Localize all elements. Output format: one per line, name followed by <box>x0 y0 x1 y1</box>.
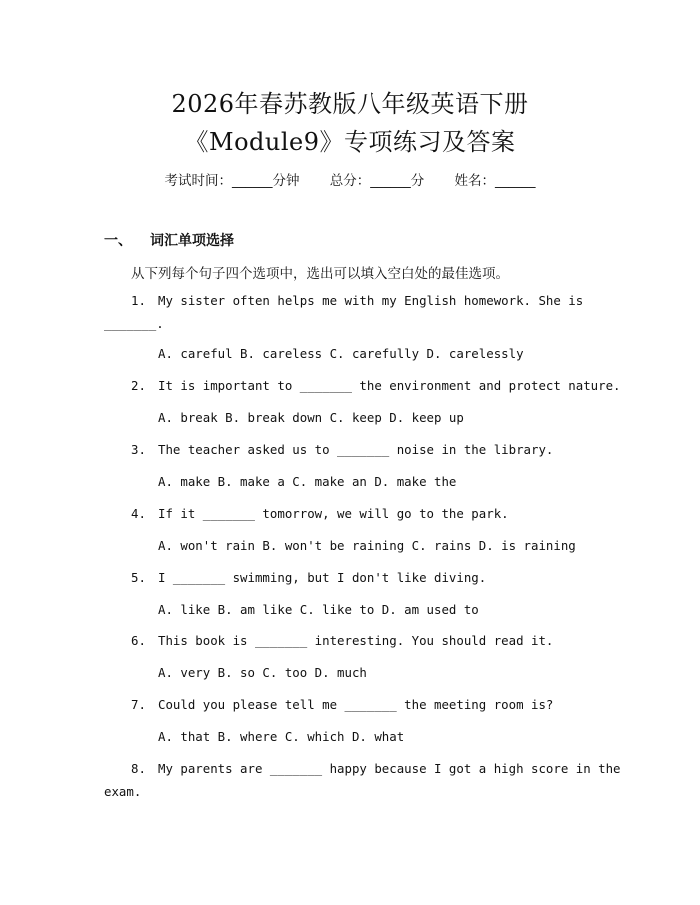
question-number: 6. <box>131 633 146 648</box>
question-options: A. careful B. careless C. carefully D. carelessly <box>158 346 524 361</box>
question-text: My parents are _______ happy because I got a high score in the <box>158 761 621 776</box>
question-options: A. break B. break down C. keep D. keep up <box>158 410 464 425</box>
question-number: 8. <box>131 761 146 776</box>
question-text: It is important to _______ the environment and protect nature. <box>158 378 621 393</box>
question-number: 5. <box>131 570 146 585</box>
question-text: My sister often helps me with my English homework. She is <box>158 293 584 308</box>
question-options: A. make B. make a C. make an D. make the <box>158 474 457 489</box>
section-title: 词汇单项选择 <box>150 233 234 249</box>
question-options: A. that B. where C. which D. what <box>158 729 405 744</box>
exam-time: 考试时间：______分钟 <box>164 173 300 189</box>
question-continuation: exam. <box>104 784 142 799</box>
exam-score: 总分：______分 <box>329 173 425 189</box>
question-number: 1. <box>131 293 146 308</box>
question-options: A. very B. so C. too D. much <box>158 665 367 680</box>
exam-meta <box>0 169 700 189</box>
question-text: I _______ swimming, but I don't like diving. <box>158 570 487 585</box>
question-options: A. like B. am like C. like to D. am used to <box>158 602 479 617</box>
document-title-line1: 2026年春苏教版八年级英语下册 <box>171 90 529 118</box>
question-continuation: _______. <box>104 316 164 331</box>
question-text: Could you please tell me _______ the meeting room is? <box>158 697 554 712</box>
question-options: A. won't rain B. won't be raining C. rains D. is raining <box>158 538 576 553</box>
question-number: 4. <box>131 506 146 521</box>
document-title-line2: 《Module9》专项练习及答案 <box>184 128 516 156</box>
student-name: 姓名：______ <box>454 173 536 189</box>
section-number: 一、 <box>104 233 132 249</box>
question-text: The teacher asked us to _______ noise in the library. <box>158 442 554 457</box>
question-number: 3. <box>131 442 146 457</box>
question-number: 2. <box>131 378 146 393</box>
question-text: This book is _______ interesting. You should read it. <box>158 633 554 648</box>
section-instruction: 从下列每个句子四个选项中，选出可以填入空白处的最佳选项。 <box>131 266 509 282</box>
question-text: If it _______ tomorrow, we will go to the park. <box>158 506 509 521</box>
question-number: 7. <box>131 697 146 712</box>
section-heading <box>104 230 234 250</box>
